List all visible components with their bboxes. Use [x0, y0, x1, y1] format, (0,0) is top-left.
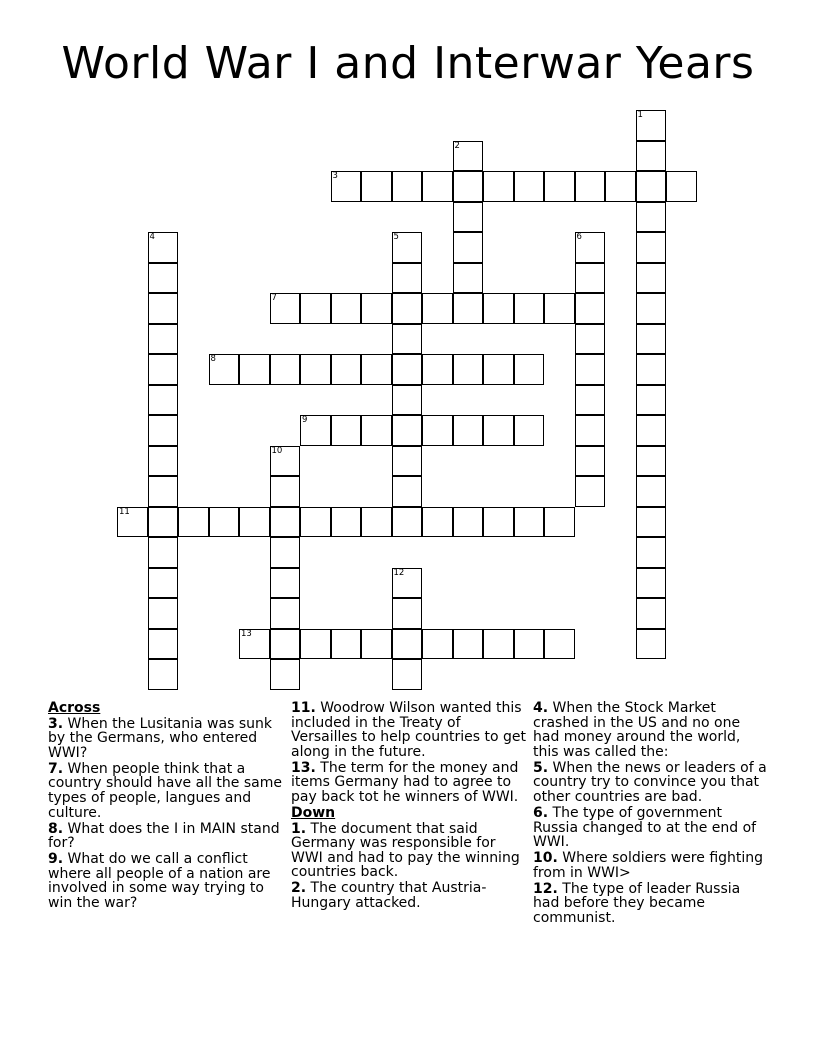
grid-cell[interactable] [117, 507, 148, 538]
grid-cell[interactable] [300, 415, 331, 446]
grid-cell[interactable] [300, 354, 331, 385]
clue-number: 11. [291, 700, 316, 716]
grid-cell[interactable] [483, 293, 514, 324]
clue-number-label: 4 [149, 232, 155, 242]
grid-cell[interactable] [575, 232, 606, 263]
grid-cell[interactable] [453, 629, 484, 660]
grid-cell[interactable] [361, 507, 392, 538]
grid-cell[interactable] [636, 263, 667, 294]
clue-number-label: 12 [393, 567, 405, 578]
grid-cell[interactable] [392, 232, 423, 263]
clue-number: 10. [533, 850, 558, 867]
clue-text: When the Lusitania was sunk by the Germans, who entered WWI? [48, 715, 272, 761]
clue-text: What do we call a conflict where all people of a nation are involved in some way trying to win the war? [48, 851, 271, 911]
grid-cell[interactable] [392, 446, 423, 477]
clue-text: When the news or leaders of a country try to convince you that other countries are bad. [533, 759, 767, 805]
grid-cell[interactable] [636, 385, 667, 416]
grid-cell[interactable] [422, 171, 453, 202]
grid-cell[interactable] [544, 507, 575, 538]
clue-text: When people think that a country should have all the same types of people, langues and culture. [48, 760, 282, 821]
clue-text: The term for the money and items Germany had to agree to pay back tot he winners of WWI. [291, 759, 519, 805]
clue-item [48, 852, 284, 910]
grid-cell[interactable] [270, 446, 301, 477]
grid-cell[interactable] [636, 232, 667, 263]
grid-cell[interactable] [239, 629, 270, 660]
grid-cell[interactable] [148, 537, 179, 568]
across-clue-list [48, 717, 284, 911]
grid-cell[interactable] [361, 354, 392, 385]
across-clue-list-continued [291, 701, 527, 805]
across-heading: Across [48, 700, 101, 716]
grid-cell[interactable] [148, 659, 179, 690]
grid-cell[interactable] [209, 507, 240, 538]
grid-cell[interactable] [636, 110, 667, 141]
clue-text: The document that said Germany was responsible for WWI and had to pay the winning countries back. [291, 820, 520, 881]
clues-column-2 [291, 701, 527, 912]
grid-cell[interactable] [392, 324, 423, 355]
clue-number-label: 6 [576, 232, 582, 242]
grid-cell[interactable] [331, 171, 362, 202]
clue-item [48, 822, 284, 851]
grid-cell[interactable] [331, 415, 362, 446]
clue-number: 8. [48, 820, 64, 837]
clue-number-label: 10 [271, 445, 283, 456]
grid-cell[interactable] [636, 202, 667, 233]
grid-cell[interactable] [270, 659, 301, 690]
grid-cell[interactable] [453, 202, 484, 233]
grid-cell[interactable] [636, 415, 667, 446]
clue-number: 7. [48, 760, 64, 777]
clue-number: 12. [533, 880, 558, 897]
grid-cell[interactable] [453, 354, 484, 385]
puzzle-title: World War I and Interwar Years [61, 38, 755, 89]
clue-number-label: 9 [302, 415, 308, 425]
grid-cell[interactable] [575, 354, 606, 385]
grid-cell[interactable] [300, 507, 331, 538]
clue-number: 6. [533, 804, 549, 821]
grid-cell[interactable] [148, 568, 179, 599]
grid-cell[interactable] [483, 415, 514, 446]
grid-cell[interactable] [453, 507, 484, 538]
grid-cell[interactable] [636, 537, 667, 568]
clue-item [533, 761, 769, 805]
grid-cell[interactable] [270, 598, 301, 629]
clue-item [48, 717, 284, 761]
grid-cell[interactable] [453, 415, 484, 446]
grid-cell[interactable] [209, 354, 240, 385]
grid-cell[interactable] [636, 507, 667, 538]
grid-cell[interactable] [239, 354, 270, 385]
down-clue-list-continued [533, 701, 769, 925]
clue-text: The country that Austria-Hungary attacked. [291, 880, 487, 911]
clue-number-label: 3 [332, 171, 338, 181]
grid-cell[interactable] [422, 629, 453, 660]
grid-cell[interactable] [239, 507, 270, 538]
grid-cell[interactable] [453, 141, 484, 172]
grid-cell[interactable] [575, 415, 606, 446]
grid-cell[interactable] [148, 232, 179, 263]
clue-item [291, 761, 527, 805]
grid-cell[interactable] [148, 507, 179, 538]
grid-cell[interactable] [148, 598, 179, 629]
clue-number: 3. [48, 715, 64, 732]
grid-cell[interactable] [148, 476, 179, 507]
grid-cell[interactable] [392, 598, 423, 629]
grid-cell[interactable] [270, 537, 301, 568]
grid-cell[interactable] [392, 507, 423, 538]
grid-cell[interactable] [331, 354, 362, 385]
grid-cell[interactable] [575, 324, 606, 355]
grid-cell[interactable] [636, 293, 667, 324]
clue-number-label: 5 [393, 232, 399, 242]
grid-cell[interactable] [636, 141, 667, 172]
clue-text: The type of government Russia changed to at the end of WWI. [533, 804, 757, 851]
grid-cell[interactable] [636, 354, 667, 385]
grid-cell[interactable] [605, 171, 636, 202]
grid-cell[interactable] [636, 568, 667, 599]
grid-cell[interactable] [514, 293, 545, 324]
clue-text: What does the I in MAIN stand for? [48, 820, 280, 852]
grid-cell[interactable] [514, 171, 545, 202]
clue-number: 1. [291, 820, 307, 837]
grid-cell[interactable] [575, 446, 606, 477]
grid-cell[interactable] [178, 507, 209, 538]
clue-item [291, 822, 527, 880]
grid-cell[interactable] [270, 629, 301, 660]
grid-cell[interactable] [361, 415, 392, 446]
clue-text: When the Stock Market crashed in the US and no one had money around the world, this was called the: [533, 700, 741, 760]
grid-cell[interactable] [636, 598, 667, 629]
grid-cell[interactable] [148, 293, 179, 324]
grid-cell[interactable] [148, 385, 179, 416]
grid-cell[interactable] [331, 629, 362, 660]
grid-cell[interactable] [514, 415, 545, 446]
clues-column-3 [533, 701, 769, 927]
clue-number: 2. [291, 880, 307, 897]
grid-cell[interactable] [148, 629, 179, 660]
grid-cell[interactable] [392, 263, 423, 294]
grid-cell[interactable] [483, 629, 514, 660]
grid-cell[interactable] [636, 171, 667, 202]
clue-number-label: 7 [271, 293, 277, 303]
grid-cell[interactable] [392, 476, 423, 507]
grid-cell[interactable] [392, 385, 423, 416]
clue-item [533, 882, 769, 926]
grid-cell[interactable] [392, 659, 423, 690]
grid-cell[interactable] [575, 171, 606, 202]
grid-cell[interactable] [148, 354, 179, 385]
grid-cell[interactable] [544, 171, 575, 202]
grid-cell[interactable] [575, 385, 606, 416]
down-heading: Down [291, 804, 336, 821]
grid-cell[interactable] [666, 171, 697, 202]
clue-item [48, 762, 284, 820]
grid-cell[interactable] [514, 507, 545, 538]
grid-cell[interactable] [636, 476, 667, 507]
clue-text: Woodrow Wilson wanted this included in the Treaty of Versailles to help countries to get along in the future. [291, 700, 526, 760]
grid-cell[interactable] [636, 629, 667, 660]
grid-cell[interactable] [361, 171, 392, 202]
grid-cell[interactable] [270, 476, 301, 507]
grid-cell[interactable] [331, 507, 362, 538]
grid-cell[interactable] [300, 629, 331, 660]
grid-cell[interactable] [514, 354, 545, 385]
grid-cell[interactable] [544, 629, 575, 660]
grid-cell[interactable] [544, 293, 575, 324]
clue-number: 13. [291, 759, 316, 776]
grid-cell[interactable] [148, 324, 179, 355]
clue-number-label: 1 [637, 110, 643, 120]
grid-cell[interactable] [392, 629, 423, 660]
grid-cell[interactable] [392, 293, 423, 324]
clue-text: Where soldiers were fighting from in WWI> [533, 850, 764, 881]
grid-cell[interactable] [483, 354, 514, 385]
clue-number: 4. [533, 700, 549, 716]
clues-column-1 [48, 701, 284, 912]
grid-cell[interactable] [636, 446, 667, 477]
grid-cell[interactable] [392, 354, 423, 385]
grid-cell[interactable] [453, 171, 484, 202]
clue-number-label: 11 [119, 506, 130, 517]
clue-number-label: 2 [454, 140, 460, 151]
grid-cell[interactable] [270, 507, 301, 538]
grid-cell[interactable] [148, 446, 179, 477]
grid-cell[interactable] [453, 263, 484, 294]
grid-cell[interactable] [148, 263, 179, 294]
clue-number: 5. [533, 759, 549, 776]
grid-cell[interactable] [148, 415, 179, 446]
grid-cell[interactable] [300, 293, 331, 324]
grid-cell[interactable] [361, 629, 392, 660]
grid-cell[interactable] [483, 171, 514, 202]
clue-text: The type of leader Russia had before they became communist. [533, 880, 741, 926]
grid-cell[interactable] [422, 415, 453, 446]
grid-cell[interactable] [575, 293, 606, 324]
grid-cell[interactable] [361, 293, 392, 324]
grid-cell[interactable] [270, 568, 301, 599]
grid-cell[interactable] [392, 415, 423, 446]
clue-item [291, 881, 527, 910]
grid-cell[interactable] [392, 171, 423, 202]
clue-number-label: 8 [210, 354, 216, 364]
clue-item [533, 806, 769, 850]
grid-cell[interactable] [422, 354, 453, 385]
clue-item [533, 851, 769, 880]
clue-number-label: 13 [241, 628, 252, 639]
grid-cell[interactable] [331, 293, 362, 324]
grid-cell[interactable] [636, 324, 667, 355]
grid-cell[interactable] [483, 507, 514, 538]
grid-cell[interactable] [270, 293, 301, 324]
grid-cell[interactable] [575, 476, 606, 507]
grid-cell[interactable] [422, 507, 453, 538]
grid-cell[interactable] [575, 263, 606, 294]
clue-item [291, 701, 527, 759]
clue-number: 9. [48, 851, 64, 868]
down-clue-list [291, 822, 527, 911]
grid-cell[interactable] [453, 232, 484, 263]
clue-item [533, 701, 769, 759]
grid-cell[interactable] [422, 293, 453, 324]
grid-cell[interactable] [514, 629, 545, 660]
grid-cell[interactable] [392, 568, 423, 599]
grid-cell[interactable] [453, 293, 484, 324]
grid-cell[interactable] [270, 354, 301, 385]
